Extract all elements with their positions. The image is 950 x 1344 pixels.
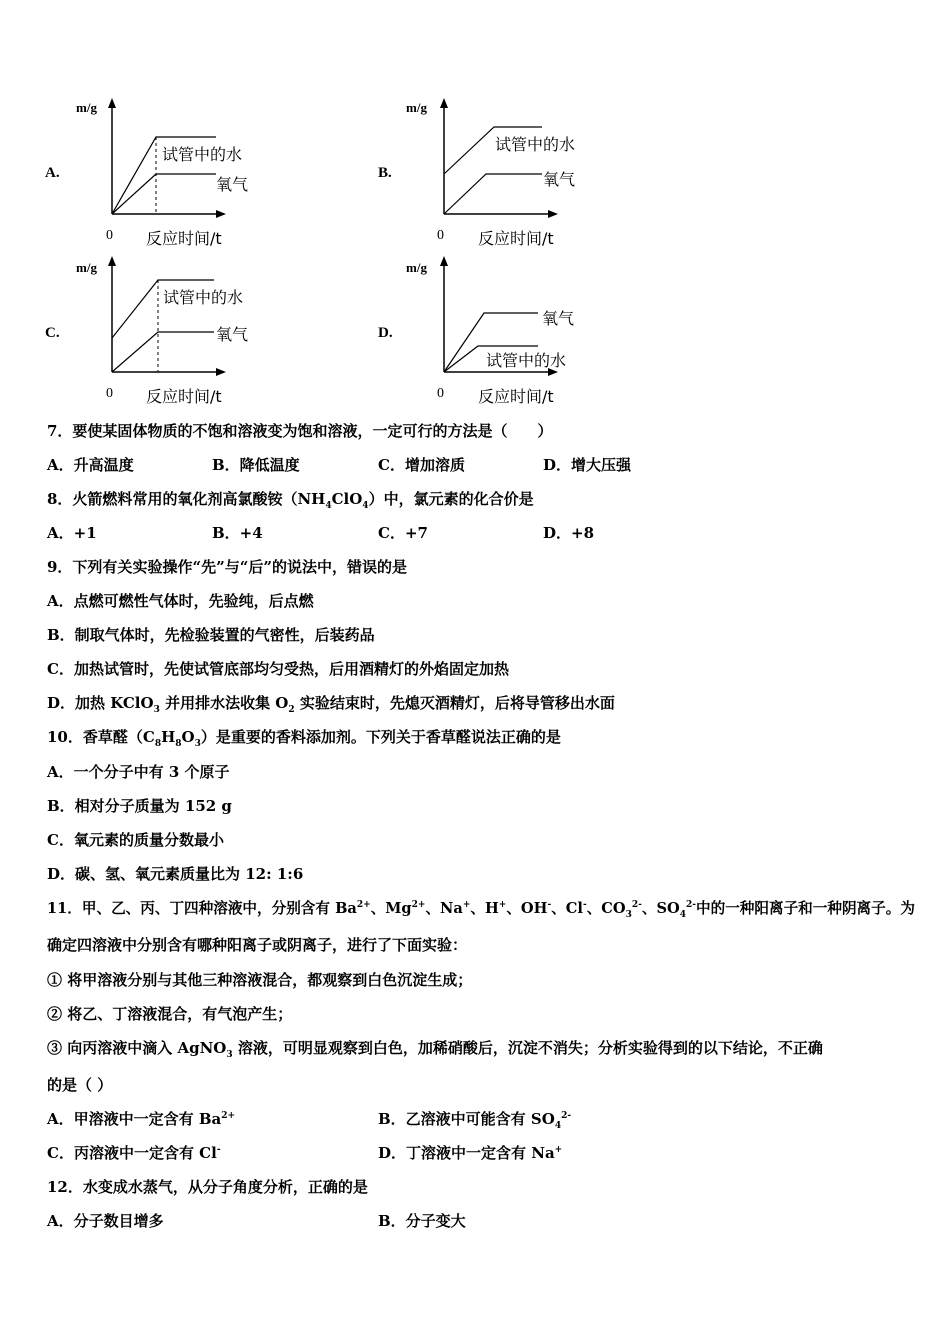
q9-option-d [47, 692, 615, 713]
q11-option-d [378, 1142, 562, 1163]
q11-option-text: D．丁溶液中一定含有 Na [378, 1144, 555, 1162]
q9-d-part: 并用排水法收集 O [159, 694, 289, 712]
oxygen-curve-label: 氧气 [543, 170, 576, 189]
q11-subscript: 3 [226, 1050, 233, 1060]
q11-charge: + [498, 900, 507, 911]
q11-charge: + [554, 1145, 563, 1155]
q7-option-b: B．降低温度 [212, 456, 300, 474]
q11-step3-part: ③ 向丙溶液中滴入 AgNO [47, 1039, 227, 1057]
oxygen-curve-label: 氧气 [542, 309, 575, 328]
q12-option-b: B．分子变大 [378, 1212, 466, 1230]
q11-stem-part: 、Cl [551, 900, 583, 917]
q10-subscript: 8 [154, 739, 162, 749]
q11-subscript: 4 [679, 909, 687, 920]
q11-step-3 [47, 1037, 823, 1058]
question-10-stem [47, 726, 561, 747]
q8-stem-part: 8．火箭燃料常用的氧化剂高氯酸铵（NH [47, 490, 326, 508]
q11-subscript: 3 [625, 909, 632, 920]
question-7-stem: 7．要使某固体物质的不饱和溶液变为饱和溶液，一定可行的方法是（ ） [47, 422, 553, 440]
q11-option-text: A．甲溶液中一定含有 Ba [47, 1110, 222, 1128]
q11-stem-part: 、Na [425, 900, 463, 917]
option-letter-c: C. [45, 325, 60, 341]
q11-option-text: B．乙溶液中可能含有 SO [378, 1110, 555, 1128]
q8-subscript: 4 [325, 501, 332, 511]
q10-subscript: 3 [194, 739, 201, 749]
q8-stem-part: ClO [331, 490, 363, 508]
q9-option-b: B．制取气体时，先检验装置的气密性，后装药品 [47, 626, 375, 644]
q12-option-a: A．分子数目增多 [47, 1212, 164, 1230]
question-9-stem: 9．下列有关实验操作“先”与“后”的说法中，错误的是 [47, 558, 407, 576]
origin-label: 0 [437, 228, 444, 243]
q11-option-a [47, 1108, 235, 1129]
q7-option-a: A．升高温度 [47, 456, 134, 474]
q11-stem-part: 、CO [586, 900, 626, 917]
q8-option-c: C．+7 [378, 524, 428, 542]
q7-option-c: C．增加溶质 [378, 456, 465, 474]
q7-option-d: D．增大压强 [543, 456, 632, 474]
q8-subscript: 4 [362, 501, 369, 511]
q11-stem-part: 中的一种阳离子和一种阴离子。为 [696, 900, 915, 917]
oxygen-curve-label: 氧气 [216, 175, 249, 194]
q11-option-text: C．丙溶液中一定含有 Cl [47, 1144, 217, 1162]
water-curve-label: 试管中的水 [486, 351, 567, 370]
option-letter-a: A. [45, 165, 60, 181]
origin-label: 0 [437, 386, 444, 401]
q11-stem-line-2: 确定四溶液中分别含有哪种阳离子或阴离子，进行了下面实验： [47, 936, 468, 954]
q8-option-b: B．+4 [212, 524, 263, 542]
x-axis-label: 反应时间/t [146, 387, 222, 406]
graph-b [402, 100, 642, 250]
q10-option-c: C．氧元素的质量分数最小 [47, 831, 224, 849]
q11-charge: 2+ [411, 900, 426, 911]
q10-stem-part: 10．香草醛（C [47, 728, 155, 746]
water-curve-label: 试管中的水 [162, 145, 243, 164]
q11-charge: 2+ [221, 1111, 236, 1121]
origin-label: 0 [106, 386, 113, 401]
question-12-stem: 12．水变成水蒸气，从分子角度分析，正确的是 [47, 1178, 368, 1196]
q9-subscript: 3 [153, 705, 160, 715]
graph-d [402, 258, 642, 408]
q11-charge: 2- [686, 900, 697, 911]
y-axis-label: m/g [76, 260, 97, 275]
q11-step-3-cont: 的是（ ） [47, 1076, 113, 1094]
oxygen-curve-label: 氧气 [216, 325, 249, 344]
q11-charge: - [547, 900, 552, 911]
graph-a [70, 100, 310, 250]
y-axis-label: m/g [76, 100, 97, 115]
q11-stem-part: 、H [470, 900, 499, 917]
q11-step-1: ① 将甲溶液分别与其他三种溶液混合，都观察到白色沉淀生成； [47, 971, 473, 989]
origin-label: 0 [106, 228, 113, 243]
q11-option-b [378, 1108, 571, 1129]
x-axis-label: 反应时间/t [146, 229, 222, 248]
q9-d-part: 实验结束时，先熄灭酒精灯，后将导管移出水面 [294, 694, 615, 712]
q11-option-c [47, 1142, 221, 1163]
water-curve-label: 试管中的水 [495, 135, 576, 154]
q9-option-c: C．加热试管时，先使试管底部均匀受热，后用酒精灯的外焰固定加热 [47, 660, 509, 678]
q11-charge: 2- [631, 900, 642, 911]
q10-stem-part: O [181, 728, 195, 746]
q11-charge: + [462, 900, 471, 911]
q11-stem-part: 、Mg [370, 900, 412, 917]
q11-stem-part: 11．甲、乙、丙、丁四种溶液中，分别含有 Ba [47, 900, 357, 917]
q11-charge: - [216, 1145, 221, 1155]
q9-d-part: D．加热 KClO [47, 694, 154, 712]
option-letter-d: D. [378, 325, 393, 341]
q11-step-2: ② 将乙、丁溶液混合，有气泡产生； [47, 1005, 293, 1023]
q8-stem-part: ）中，氯元素的化合价是 [368, 490, 534, 508]
q10-stem-part: H [161, 728, 176, 746]
q9-subscript: 2 [288, 705, 295, 715]
q11-charge: - [582, 900, 587, 911]
q10-stem-part: ）是重要的香料添加剂。下列关于香草醛说法正确的是 [200, 728, 561, 746]
q9-option-a: A．点燃可燃性气体时，先验纯，后点燃 [47, 592, 314, 610]
option-letter-b: B. [378, 165, 392, 181]
q11-step3-part: 溶液，可明显观察到白色，加稀硝酸后，沉淀不消失；分析实验得到的以下结论，不正确 [232, 1039, 823, 1057]
question-11-stem [47, 897, 915, 918]
water-curve-label: 试管中的水 [163, 288, 244, 307]
q11-stem-part: 、OH [506, 900, 548, 917]
q8-option-d: D．+8 [543, 524, 595, 542]
q10-subscript: 8 [175, 739, 182, 749]
q11-charge: 2- [561, 1111, 572, 1121]
q11-stem-part: 、SO [641, 900, 680, 917]
q11-subscript: 4 [554, 1121, 562, 1131]
q11-charge: 2+ [356, 900, 371, 911]
q10-option-a: A．一个分子中有 3 个原子 [47, 763, 230, 781]
q8-option-a: A．+1 [47, 524, 97, 542]
y-axis-label: m/g [406, 260, 427, 275]
q10-option-d: D．碳、氢、氧元素质量比为 12: 1:6 [47, 865, 304, 883]
question-8-stem [47, 488, 534, 509]
graph-c [70, 258, 310, 408]
q10-option-b: B．相对分子质量为 152 g [47, 797, 232, 815]
x-axis-label: 反应时间/t [478, 387, 554, 406]
y-axis-label: m/g [406, 100, 427, 115]
x-axis-label: 反应时间/t [478, 229, 554, 248]
